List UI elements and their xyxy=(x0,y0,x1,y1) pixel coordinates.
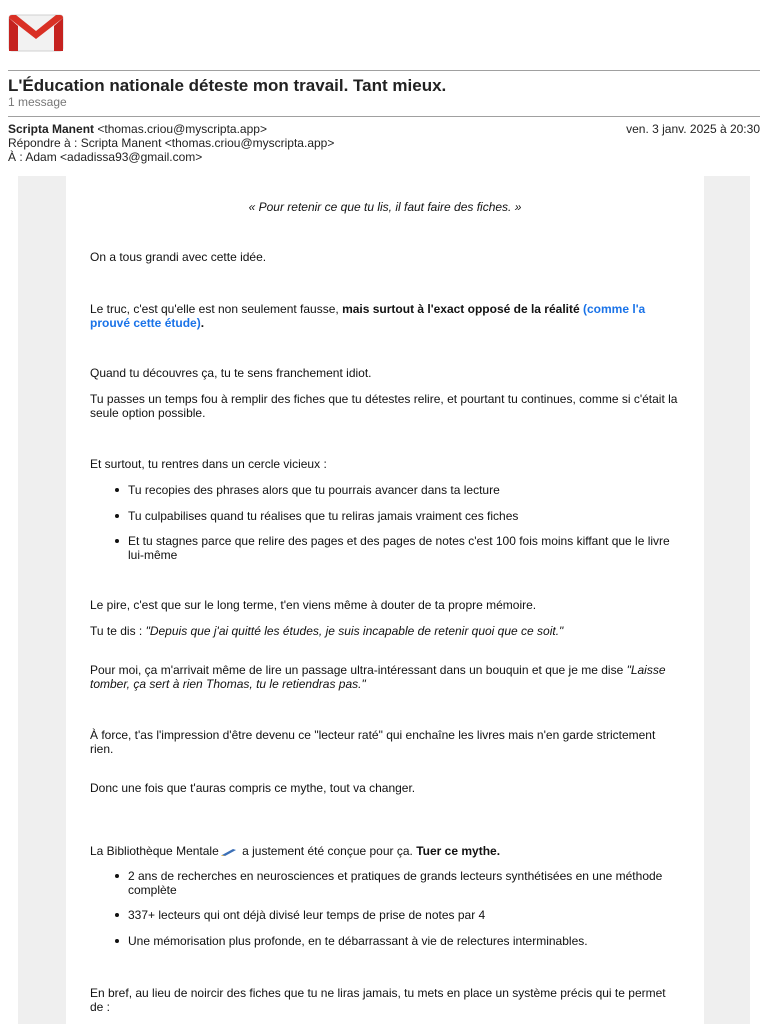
sender-address: <thomas.criou@myscripta.app> xyxy=(97,122,267,136)
reply-to-line: Répondre à : Scripta Manent <thomas.criou@myscripta.app> xyxy=(8,136,335,150)
email-subject: L'Éducation nationale déteste mon travail. Tant mieux. xyxy=(8,76,447,95)
paragraph: Tu passes un temps fou à remplir des fiches que tu détestes relire, et pourtant tu continues, comme si c'était la seule option possible. xyxy=(90,392,678,420)
list-item: 337+ lecteurs qui ont déjà divisé leur temps de prise de notes par 4 xyxy=(128,908,680,922)
paragraph-italic: "Laisse tomber, ça sert à rien Thomas, tu le retiendras pas." xyxy=(90,663,666,691)
paragraph: On a tous grandi avec cette idée. xyxy=(90,250,267,264)
paragraph-text: Le truc, c'est qu'elle est non seulement fausse, xyxy=(90,302,343,316)
list-item: Et tu stagnes parce que relire des pages et des pages de notes c'est 100 fois moins kiffant que le livre lui-même xyxy=(128,534,680,562)
message-count: 1 message xyxy=(8,95,67,109)
paragraph-period: . xyxy=(200,316,205,330)
study-link[interactable]: (comme l'a prouvé cette étude) xyxy=(90,302,646,330)
paragraph-bold: Tuer ce mythe. xyxy=(416,844,501,858)
paragraph-text: a justement été conçue pour ça. xyxy=(238,844,417,858)
paragraph-italic: "Depuis que j'ai quitté les études, je suis incapable de retenir quoi que ce soit." xyxy=(145,624,564,638)
paragraph xyxy=(90,663,680,691)
subject-divider xyxy=(8,116,760,117)
list-item: 2 ans de recherches en neurosciences et pratiques de grands lecteurs synthétisées en une méthode complète xyxy=(128,869,680,897)
paragraph: En bref, au lieu de noircir des fiches que tu ne liras jamais, tu mets en place un système précis qui te permet de : xyxy=(90,986,666,1014)
paragraph: Et surtout, tu rentres dans un cercle vicieux : xyxy=(90,457,327,471)
email-meta xyxy=(8,122,760,164)
gmail-logo-icon xyxy=(8,14,64,52)
recipient-line: À : Adam <adadissa93@gmail.com> xyxy=(8,150,203,164)
email-date: ven. 3 janv. 2025 à 20:30 xyxy=(626,122,760,136)
list-item: Tu recopies des phrases alors que tu pourrais avancer dans ta lecture xyxy=(128,483,680,497)
paragraph-text: La Bibliothèque Mentale xyxy=(90,844,219,858)
paragraph: Donc une fois que t'auras compris ce mythe, tout va changer. xyxy=(90,781,416,795)
paragraph-bold: mais surtout à l'exact opposé de la réalité xyxy=(342,302,580,316)
paragraph xyxy=(90,844,680,858)
sender-name: Scripta Manent xyxy=(8,122,95,136)
paragraph: Le pire, c'est que sur le long terme, t'en viens même à douter de ta propre mémoire. xyxy=(90,598,537,612)
list-item: Tu culpabilises quand tu réalises que tu reliras jamais vraiment ces fiches xyxy=(128,509,680,523)
opening-quote: « Pour retenir ce que tu lis, il faut faire des fiches. » xyxy=(248,200,522,214)
list-item: Une mémorisation plus profonde, en te débarrassant à vie de relectures interminables. xyxy=(128,934,680,948)
paragraph: À force, t'as l'impression d'être devenu ce "lecteur raté" qui enchaîne les livres mais n'en garde strictement rien. xyxy=(90,728,656,756)
pen-icon xyxy=(221,848,237,856)
header-divider xyxy=(8,70,760,71)
paragraph xyxy=(90,624,680,638)
paragraph xyxy=(90,302,680,330)
paragraph: Quand tu découvres ça, tu te sens franchement idiot. xyxy=(90,366,372,380)
paragraph-text: Pour moi, ça m'arrivait même de lire un passage ultra-intéressant dans un bouquin et que je me dise xyxy=(90,663,627,677)
paragraph-text: Tu te dis : xyxy=(90,624,146,638)
